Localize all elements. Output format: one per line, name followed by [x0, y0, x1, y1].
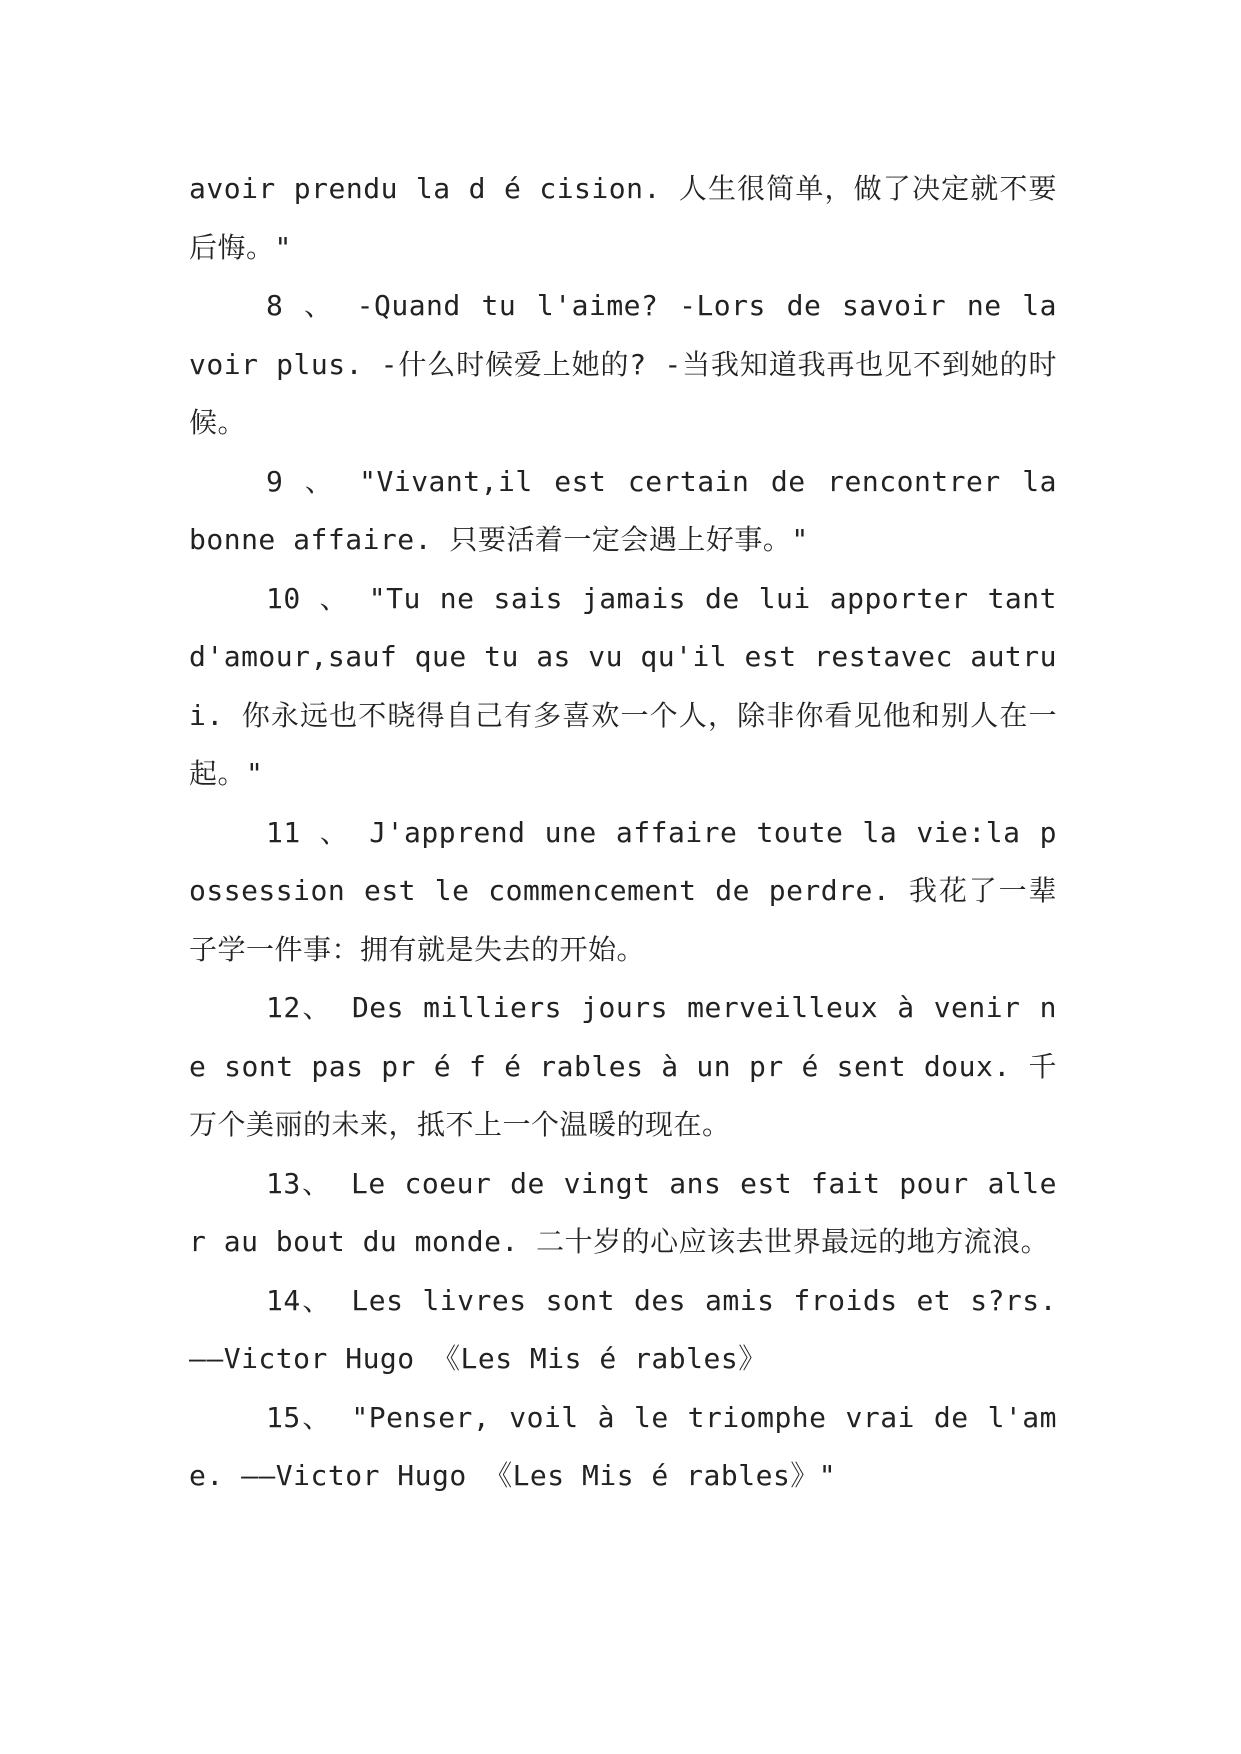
paragraph-item-12: 12、 Des milliers jours merveilleux à venir ne sont pas pr é f é rables à un pr é sent doux. 千万个美丽的未来，抵不上一个温暖的现在。 — [189, 991, 1057, 1141]
paragraph-item-10: 10 、 "Tu ne sais jamais de lui apporter tant d'amour,sauf que tu as vu qu'il est restavec autrui. 你永远也不晓得自己有多喜欢一个人，除非你看见他和别人在一起。" — [189, 581, 1057, 790]
document-body — [189, 160, 1057, 1506]
paragraph-item-15: 15、 "Penser, voil à le triomphe vrai de l'ame. ——Victor Hugo 《Les Mis é rables》" — [189, 1400, 1057, 1492]
paragraph-item-13: 13、 Le coeur de vingt ans est fait pour aller au bout du monde. 二十岁的心应该去世界最远的地方流浪。 — [189, 1166, 1057, 1258]
paragraph-item-9: 9 、 "Vivant,il est certain de rencontrer la bonne affaire. 只要活着一定会遇上好事。" — [189, 464, 1057, 556]
paragraph-continuation: avoir prendu la d é cision. 人生很简单，做了决定就不要后悔。" — [189, 172, 1057, 264]
paragraph-item-14: 14、 Les livres sont des amis froids et s?rs. ——Victor Hugo 《Les Mis é rables》 — [189, 1283, 1057, 1375]
paragraph-item-11: 11 、 J'apprend une affaire toute la vie:la possession est le commencement de perdre. 我花了一辈子学一件事：拥有就是失去的开始。 — [189, 815, 1057, 966]
paragraph-item-8: 8 、 -Quand tu l'aime? -Lors de savoir ne la voir plus. -什么时候爱上她的? -当我知道我再也见不到她的时候。 — [189, 289, 1057, 439]
